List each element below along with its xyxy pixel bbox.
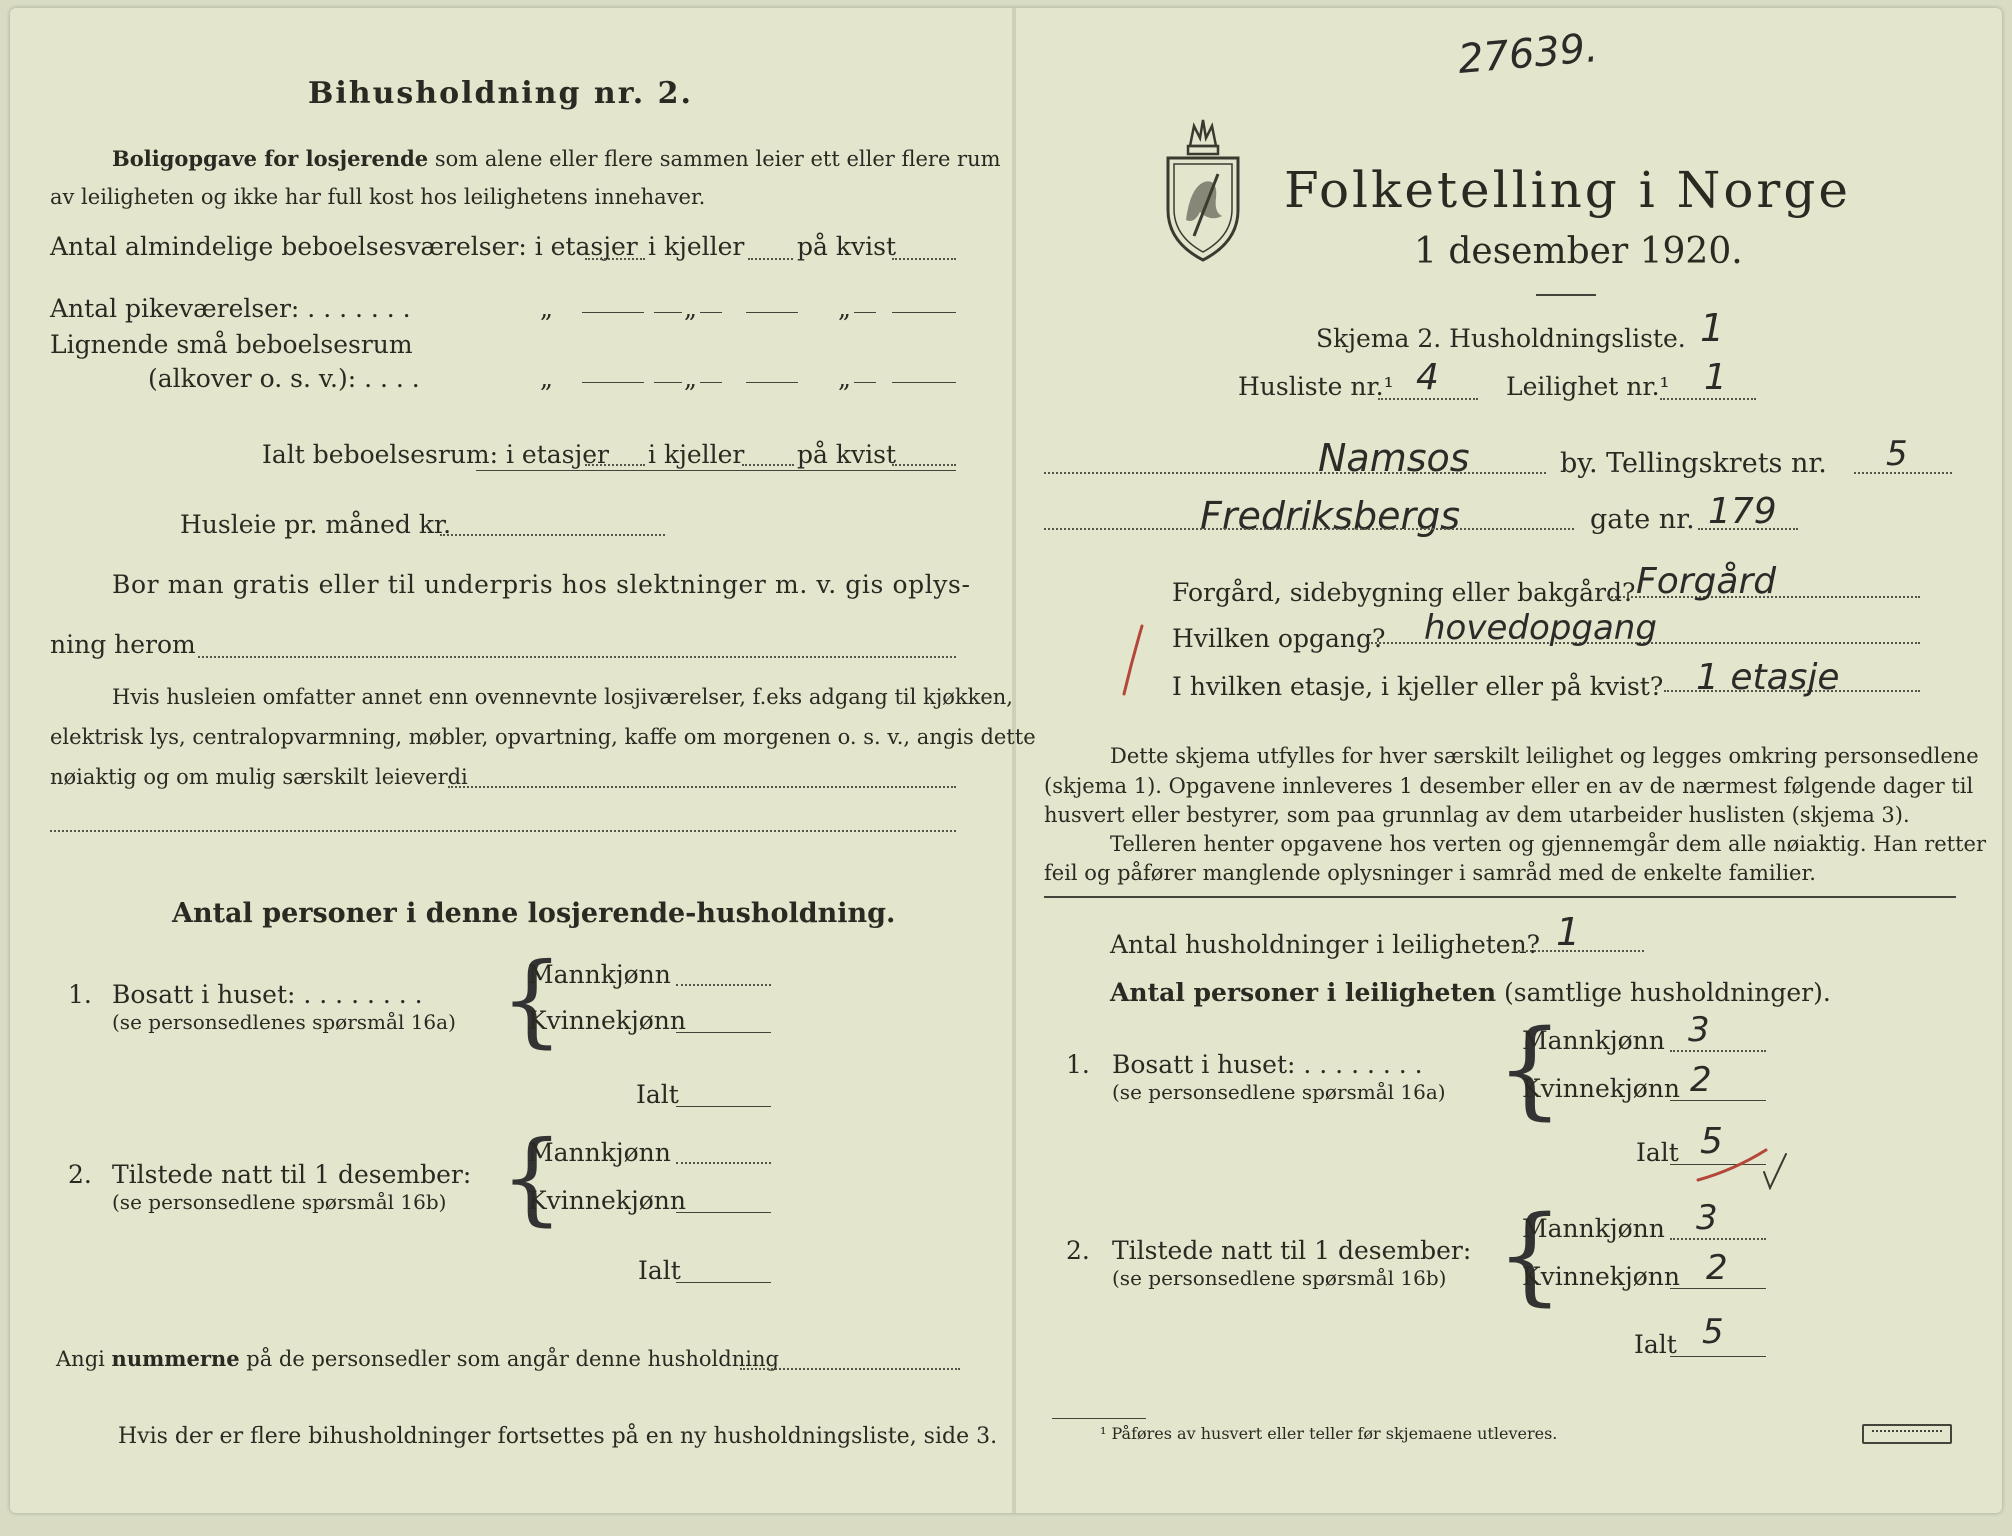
by-krets-label: by. Tellingskrets nr. xyxy=(1560,448,1827,479)
forgard-value: Forgård xyxy=(1636,561,1777,602)
angi-bold: nummerne xyxy=(111,1346,240,1371)
leilighet-value: 1 xyxy=(1704,357,1727,398)
husleie-field[interactable] xyxy=(440,534,665,536)
rooms-kjeller-label: i kjeller xyxy=(648,232,745,261)
right-q1-ialt-label: Ialt xyxy=(1636,1138,1679,1167)
pike-dash-2 xyxy=(746,312,798,313)
forgard-label: Forgård, sidebygning eller bakgård? xyxy=(1172,578,1636,607)
left-q2-sub: (se personsedlene spørsmål 16b) xyxy=(112,1190,447,1214)
right-q1-brace: { xyxy=(1496,1007,1564,1130)
right-q2-kvinne-value: 2 xyxy=(1706,1248,1728,1288)
printer-stamp xyxy=(1862,1424,1952,1444)
right-q2-mann-label: Mannkjønn xyxy=(1522,1214,1665,1243)
right-q1-ialt-value: 5 xyxy=(1700,1121,1723,1162)
antal-hush-value: 1 xyxy=(1556,910,1581,954)
left-q2-mann-field[interactable] xyxy=(676,1162,771,1164)
pike-kjeller-field[interactable] xyxy=(700,312,722,313)
gratis-line-1: Bor man gratis eller til underpris hos slektninger m. v. gis oplys- xyxy=(112,570,971,599)
street-value: Fredriksbergs xyxy=(1200,494,1461,538)
footnote-rule xyxy=(1052,1418,1146,1419)
ialt-kvist-field[interactable] xyxy=(892,464,956,466)
lign-dash-1 xyxy=(654,382,682,383)
pike-ditto-2: „ xyxy=(684,294,697,323)
rooms-kvist-field[interactable] xyxy=(892,258,956,260)
etasje-value: 1 etasje xyxy=(1696,657,1840,698)
intro-bold: Boligopgave for losjerende xyxy=(112,146,429,171)
left-q2-mann-label: Mannkjønn xyxy=(528,1138,671,1167)
lign-kjeller-field[interactable] xyxy=(700,382,722,383)
section-divider xyxy=(1044,896,1956,898)
skjema-label: Skjema 2. Husholdningsliste. xyxy=(1316,324,1686,353)
skjema-value: 1 xyxy=(1700,306,1725,350)
pike-ditto-3: „ xyxy=(838,294,851,323)
intro-rest: som alene eller flere sammen leier ett eller flere rum xyxy=(434,147,1001,171)
page-fold xyxy=(1012,8,1016,1513)
left-q1-ialt-label: Ialt xyxy=(636,1080,679,1109)
right-q2-label: Tilstede natt til 1 desember: xyxy=(1112,1236,1472,1265)
left-q1-label: Bosatt i huset: . . . . . . . . xyxy=(112,980,423,1009)
right-q2-ialt-value: 5 xyxy=(1702,1312,1724,1352)
rooms-kvist-label: på kvist xyxy=(797,232,896,261)
archive-number: 27639. xyxy=(1456,24,1600,84)
husliste-value: 4 xyxy=(1416,357,1439,398)
left-q2-label: Tilstede natt til 1 desember: xyxy=(112,1160,472,1189)
left-title: Bihusholdning nr. 2. xyxy=(308,76,693,111)
antal-pers-line xyxy=(1110,978,1831,1008)
left-q1-brace: { xyxy=(500,941,564,1058)
angi-field[interactable] xyxy=(740,1368,960,1370)
gratis-field[interactable] xyxy=(198,656,956,658)
lign-ditto-3: „ xyxy=(838,364,851,393)
rooms-label: Antal almindelige beboelsesværelser: i etasjer xyxy=(50,232,638,261)
right-q2-num: 2. xyxy=(1066,1236,1090,1265)
gratis-line-2: ning herom xyxy=(50,630,196,659)
left-q2-kvinne-field[interactable] xyxy=(676,1212,771,1213)
lign-label-2: (alkover o. s. v.): . . . . xyxy=(148,364,420,393)
ialt-rooms-label: Ialt beboelsesrum: i etasjer xyxy=(262,440,610,469)
left-q2-ialt-field[interactable] xyxy=(676,1282,771,1283)
right-q2-ialt-label: Ialt xyxy=(1634,1330,1677,1359)
right-q2-mann-field[interactable] xyxy=(1670,1238,1766,1240)
right-q1-kvinne-label: Kvinnekjønn xyxy=(1522,1074,1680,1103)
instr-line-1: Dette skjema utfylles for hver særskilt leilighet og legges omkring personsedlene xyxy=(1110,744,1979,768)
left-q1-mann-label: Mannkjønn xyxy=(528,960,671,989)
left-q1-ialt-field[interactable] xyxy=(676,1106,771,1107)
hvis-field-1[interactable] xyxy=(448,786,956,788)
krets-value: 5 xyxy=(1886,434,1908,474)
instr-line-5: feil og påfører manglende oplysninger i samråd med de enkelte familier. xyxy=(1044,861,1816,885)
opgang-value: hovedopgang xyxy=(1424,608,1657,648)
leilighet-label: Leilighet nr.¹ xyxy=(1506,372,1670,401)
left-q2-ialt-label: Ialt xyxy=(638,1256,681,1285)
gate-value: 179 xyxy=(1708,491,1777,532)
pike-kvist-field[interactable] xyxy=(892,312,956,313)
left-q1-sub: (se personsedlenes spørsmål 16a) xyxy=(112,1010,456,1034)
intro-line-1 xyxy=(112,146,1001,172)
hvis-line-1: Hvis husleien omfatter annet enn ovennevnte losjiværelser, f.eks adgang til kjøkken, xyxy=(112,685,1013,709)
right-q1-mann-field[interactable] xyxy=(1670,1050,1766,1052)
city-field[interactable] xyxy=(1044,472,1546,474)
lign-ditto-1: „ xyxy=(540,364,553,393)
lign-ditto-2: „ xyxy=(684,364,697,393)
lign-label-1: Lignende små beboelsesrum xyxy=(50,330,413,359)
antal-pers-rest: (samtlige husholdninger). xyxy=(1504,978,1831,1007)
husliste-label: Husliste nr.¹ xyxy=(1238,372,1394,401)
antal-heading: Antal personer i denne losjerende-husholdning. xyxy=(172,898,896,929)
printer-stamp-dots xyxy=(1872,1430,1942,1432)
pike-label: Antal pikeværelser: . . . . . . . xyxy=(50,294,411,323)
right-q1-num: 1. xyxy=(1066,1050,1090,1079)
angi-line xyxy=(56,1346,779,1372)
pike-etasjer-field[interactable] xyxy=(582,312,644,313)
hvis-line-2: elektrisk lys, centralopvarmning, møbler, opvartning, kaffe om morgenen o. s. v., angis dette xyxy=(50,725,1036,749)
gate-label: gate nr. xyxy=(1590,504,1695,535)
left-q2-brace: { xyxy=(500,1119,564,1236)
pike-ditto-1: „ xyxy=(540,294,553,323)
right-q1-mann-label: Mannkjønn xyxy=(1522,1026,1665,1055)
left-q1-kvinne-label: Kvinnekjønn xyxy=(528,1006,686,1035)
right-q1-label: Bosatt i huset: . . . . . . . . xyxy=(1112,1050,1423,1079)
pike-dash-1 xyxy=(654,312,682,313)
ialt-kjeller-label: i kjeller xyxy=(648,440,745,469)
right-q1-sub: (se personsedlene spørsmål 16a) xyxy=(1112,1080,1446,1104)
hvis-line-3: nøiaktig og om mulig særskilt leieverdi xyxy=(50,765,468,789)
city-value: Namsos xyxy=(1318,436,1470,480)
ialt-rooms-underline xyxy=(476,470,956,471)
street-field[interactable] xyxy=(1044,528,1574,530)
right-date: 1 desember 1920. xyxy=(1414,231,1743,272)
instr-line-3: husvert eller bestyrer, som paa grunnlag av dem utarbeider huslisten (skjema 3). xyxy=(1044,803,1910,827)
left-q1-mann-field[interactable] xyxy=(676,984,771,986)
ialt-kvist-label: på kvist xyxy=(797,440,896,469)
red-check-mark xyxy=(1694,1146,1790,1190)
footnote: ¹ Påføres av husvert eller teller før skjemaene utleveres. xyxy=(1100,1424,1558,1443)
hvis-field-2[interactable] xyxy=(50,830,956,832)
norwegian-coat-of-arms-icon xyxy=(1160,112,1246,264)
left-footer: Hvis der er flere bihusholdninger fortsettes på en ny husholdningsliste, side 3. xyxy=(118,1424,998,1449)
etasje-label: I hvilken etasje, i kjeller eller på kvist? xyxy=(1172,672,1664,701)
right-q1-mann-value: 3 xyxy=(1688,1010,1710,1050)
intro-line-2: av leiligheten og ikke har full kost hos leilighetens innehaver. xyxy=(50,185,706,209)
angi-rest: på de personsedler som angår denne husholdning xyxy=(246,1347,779,1371)
lign-dash-2 xyxy=(746,382,798,383)
opgang-label: Hvilken opgang? xyxy=(1172,624,1386,653)
left-q2-num: 2. xyxy=(68,1160,92,1189)
husleie-label: Husleie pr. måned kr. xyxy=(180,510,452,539)
red-pencil-mark xyxy=(1118,622,1148,698)
right-q1-kvinne-value: 2 xyxy=(1690,1060,1712,1100)
instr-line-4: Telleren henter opgavene hos verten og gjennemgår dem alle nøiaktig. Han retter xyxy=(1110,832,1987,856)
pike-dash-3 xyxy=(854,312,876,313)
ialt-kjeller-field[interactable] xyxy=(742,464,794,466)
rooms-kjeller-field[interactable] xyxy=(748,258,793,260)
right-q2-sub: (se personsedlene spørsmål 16b) xyxy=(1112,1266,1447,1290)
ialt-etasjer-field[interactable] xyxy=(585,464,645,466)
lign-dash-3 xyxy=(854,382,876,383)
right-title: Folketelling i Norge xyxy=(1284,161,1851,219)
right-q2-brace: { xyxy=(1496,1193,1564,1316)
rooms-etasjer-field[interactable] xyxy=(585,258,645,260)
antal-hush-label: Antal husholdninger i leiligheten? xyxy=(1110,930,1541,959)
right-q2-ialt-field[interactable] xyxy=(1670,1356,1766,1357)
left-q2-kvinne-label: Kvinnekjønn xyxy=(528,1186,686,1215)
lign-etasjer-field[interactable] xyxy=(582,382,644,383)
angi-pre: Angi xyxy=(56,1347,105,1371)
lign-kvist-field[interactable] xyxy=(892,382,956,383)
left-q1-kvinne-field[interactable] xyxy=(676,1032,771,1033)
antal-pers-bold: Antal personer i leiligheten xyxy=(1110,978,1497,1007)
title-divider xyxy=(1536,294,1596,296)
instr-line-2: (skjema 1). Opgavene innleveres 1 desember eller en av de nærmest følgende dager til xyxy=(1044,774,1974,798)
right-q1-kvinne-field[interactable] xyxy=(1670,1100,1766,1101)
left-q1-num: 1. xyxy=(68,980,92,1009)
right-q2-kvinne-label: Kvinnekjønn xyxy=(1522,1262,1680,1291)
right-q2-mann-value: 3 xyxy=(1696,1198,1718,1238)
